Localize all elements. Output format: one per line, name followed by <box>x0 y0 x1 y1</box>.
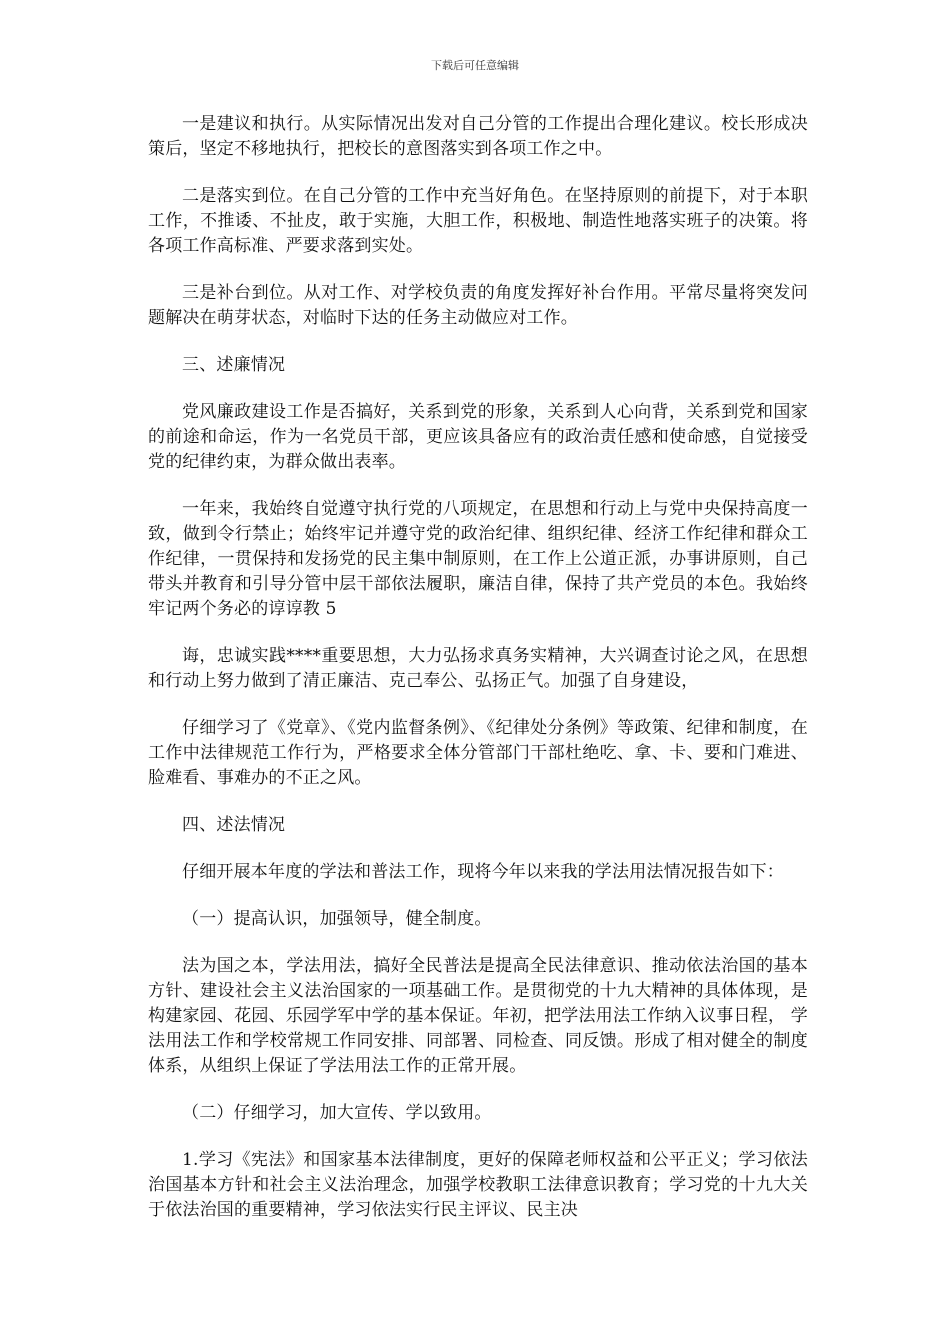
paragraph-implementation: 二是落实到位。在自己分管的工作中充当好角色。在坚持原则的前提下，对于本职工作，不推诿、不扯皮，敢于实施，大胆工作，积极地、制造性地落实班子的决策。将各项工作高标准、严要求落到实处。 <box>148 186 808 256</box>
paragraph-party-conduct: 党风廉政建设工作是否搞好，关系到党的形象，关系到人心向背，关系到党和国家的前途和命运，作为一名党员干部，更应该具备应有的政治责任感和使命感，自觉接受党的纪律约束，为群众做出表率。 <box>148 402 808 472</box>
paragraph-support: 三是补台到位。从对工作、对学校负责的角度发挥好补台作用。平常尽量将突发问题解决在萌芽状态，对临时下达的任务主动做应对工作。 <box>148 283 808 328</box>
paragraph-year-review: 一年来，我始终自觉遵守执行党的八项规定，在思想和行动上与党中央保持高度一致，做到令行禁止；始终牢记并遵守党的政治纪律、组织纪律、经济工作纪律和群众工作纪律，一贯保持和发扬党的民主集中制原则，在工作上公道正派，办事讲原则，自己带头并教育和引导分管中层干部依法履职，廉洁自律，保持了共产党员的本色。我始终牢记两个务必的谆谆教 5 <box>148 499 808 619</box>
paragraph-constitution-study: 1.学习《宪法》和国家基本法律制度，更好的保障老师权益和公平正义；学习依法治国基本方针和社会主义法治理念，加强学校教职工法律意识教育；学习党的十九大关于依法治国的重要精神，学习依法实行民主评议、民主决 <box>148 1150 808 1220</box>
paragraph-study-regulations: 仔细学习了《党章》、《党内监督条例》、《纪律处分条例》等政策、纪律和制度，在工作中法律规范工作行为，严格要求全体分管部门干部杜绝吃、拿、卡、要和门难进、脸难看、事难办的不正之风。 <box>148 718 808 788</box>
document-body <box>148 112 808 1245</box>
paragraph-law-report: 仔细开展本年度的学法和普法工作，现将今年以来我的学法用法情况报告如下： <box>182 862 784 882</box>
section-heading-integrity: 三、述廉情况 <box>182 355 286 375</box>
paragraph-suggestion-execution: 一是建议和执行。从实际情况出发对自己分管的工作提出合理化建议。校长形成决策后，坚定不移地执行，把校长的意图落实到各项工作之中。 <box>148 114 808 159</box>
subheading-study-publicity: （二）仔细学习，加大宣传、学以致用。 <box>182 1103 492 1123</box>
section-heading-law: 四、述法情况 <box>182 815 286 835</box>
paragraph-rule-of-law: 法为国之本，学法用法，搞好全民普法是提高全民法律意识、推动依法治国的基本方针、建设社会主义法治国家的一项基础工作。是贯彻党的十九大精神的具体体现，是构建家园、花园、乐园学军中学的基本保证。年初，把学法用法工作纳入议事日程， 学法用法工作和学校常规工作同安排、同部署、同检查、同反馈。形成了相对健全的制度体系，从组织上保证了学法用法工作的正常开展。 <box>148 956 808 1076</box>
subheading-awareness: （一）提高认识，加强领导，健全制度。 <box>182 909 492 929</box>
paragraph-practice: 诲，忠诚实践****重要思想，大力弘扬求真务实精神，大兴调查讨论之风，在思想和行动上努力做到了清正廉洁、克己奉公、弘扬正气。加强了自身建设， <box>148 646 808 691</box>
page-header: 下载后可任意编辑 <box>431 59 519 72</box>
